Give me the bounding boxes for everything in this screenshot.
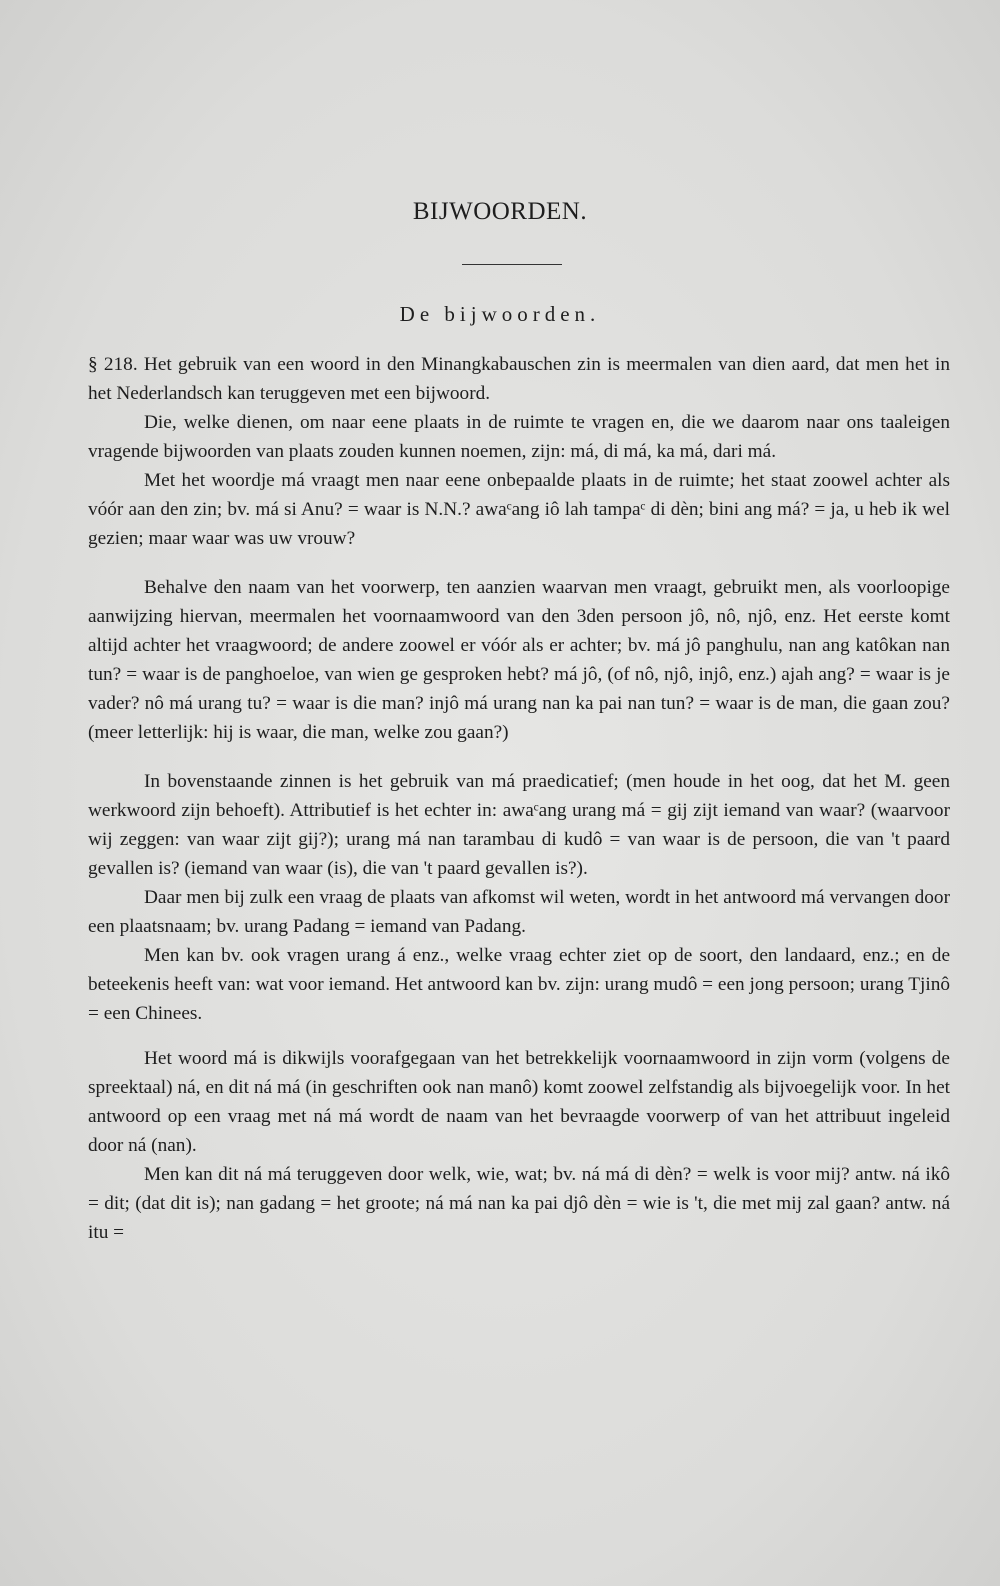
- body-text: [88, 350, 950, 1247]
- paragraph: Men kan bv. ook vragen urang á enz., welke vraag echter ziet op de soort, den landaard, enz.; en de beteekenis heeft van: wat voor iemand. Het antwoord kan bv. zijn: urang mudô = een jong persoon; urang Tjinô = een Chinees.: [88, 945, 950, 1024]
- paragraph: Daar men bij zulk een vraag de plaats van afkomst wil weten, wordt in het antwoord má vervangen door een plaatsnaam; bv. urang Padang = iemand van Padang.: [88, 887, 950, 937]
- paragraph: Behalve den naam van het voorwerp, ten aanzien waarvan men vraagt, gebruikt men, als voorloopige aanwijzing hiervan, meermalen het voornaamwoord van den 3den persoon jô, nô, njô, enz. Het eerste komt altijd achter het vraagwoord; de andere zoowel er vóór als er achter; bv. má jô panghulu, nan ang katôkan nan tun? = waar is de panghoeloe, van wien ge gesproken hebt? má jô, (of nô, njô, injô, enz.) ajah ang? = waar is je vader? nô má urang tu? = waar is die man? injô má urang nan ka pai nan tun? = waar is de man, die gaan zou? (meer letterlijk: hij is waar, die man, welke zou gaan?): [88, 577, 950, 743]
- paragraph: § 218. Het gebruik van een woord in den Minangkabauschen zin is meermalen van dien aard, dat men het in het Nederlandsch kan teruggeven met een bijwoord.: [88, 354, 950, 404]
- section-subtitle: De bijwoorden.: [399, 302, 601, 326]
- page-title: BIJWOORDEN.: [412, 198, 588, 225]
- title-divider: [462, 264, 562, 265]
- paragraph: Met het woordje má vraagt men naar eene onbepaalde plaats in de ruimte; het staat zoowel achter als vóór aan den zin; bv. má si Anu? = waar is N.N.? awaᶜang iô lah tampaᶜ di dèn; bini ang má? = ja, u heb ik wel gezien; maar waar was uw vrouw?: [88, 470, 950, 549]
- paragraph: In bovenstaande zinnen is het gebruik van má praedicatief; (men houde in het oog, dat het M. geen werkwoord zijn behoeft). Attributief is het echter in: awaᶜang urang má = gij zijt iemand van waar? (waarvoor wij zeggen: van waar zijt gij?); urang má nan tarambau di kudô = van waar is de persoon, die van 't paard gevallen is? (iemand van waar (is), die van 't paard gevallen is?).: [88, 771, 950, 879]
- paragraph: Die, welke dienen, om naar eene plaats in de ruimte te vragen en, die we daarom naar ons taaleigen vragende bijwoorden van plaats zouden kunnen noemen, zijn: má, di má, ka má, dari má.: [88, 412, 950, 462]
- paragraph: Men kan dit ná má teruggeven door welk, wie, wat; bv. ná má di dèn? = welk is voor mij? antw. ná ikô = dit; (dat dit is); nan gadang = het groote; ná má nan ka pai djô dèn = wie is 't, die met mij zal gaan? antw. ná itu =: [88, 1164, 950, 1243]
- paragraph: Het woord má is dikwijls voorafgegaan van het betrekkelijk voornaamwoord in zijn vorm (volgens de spreektaal) ná, en dit ná má (in geschriften ook nan manô) komt zoowel zelfstandig als bijvoegelijk voor. In het antwoord op een vraag met ná má wordt de naam van het bevraagde voorwerp of van het attribuut ingeleid door ná (nan).: [88, 1048, 950, 1156]
